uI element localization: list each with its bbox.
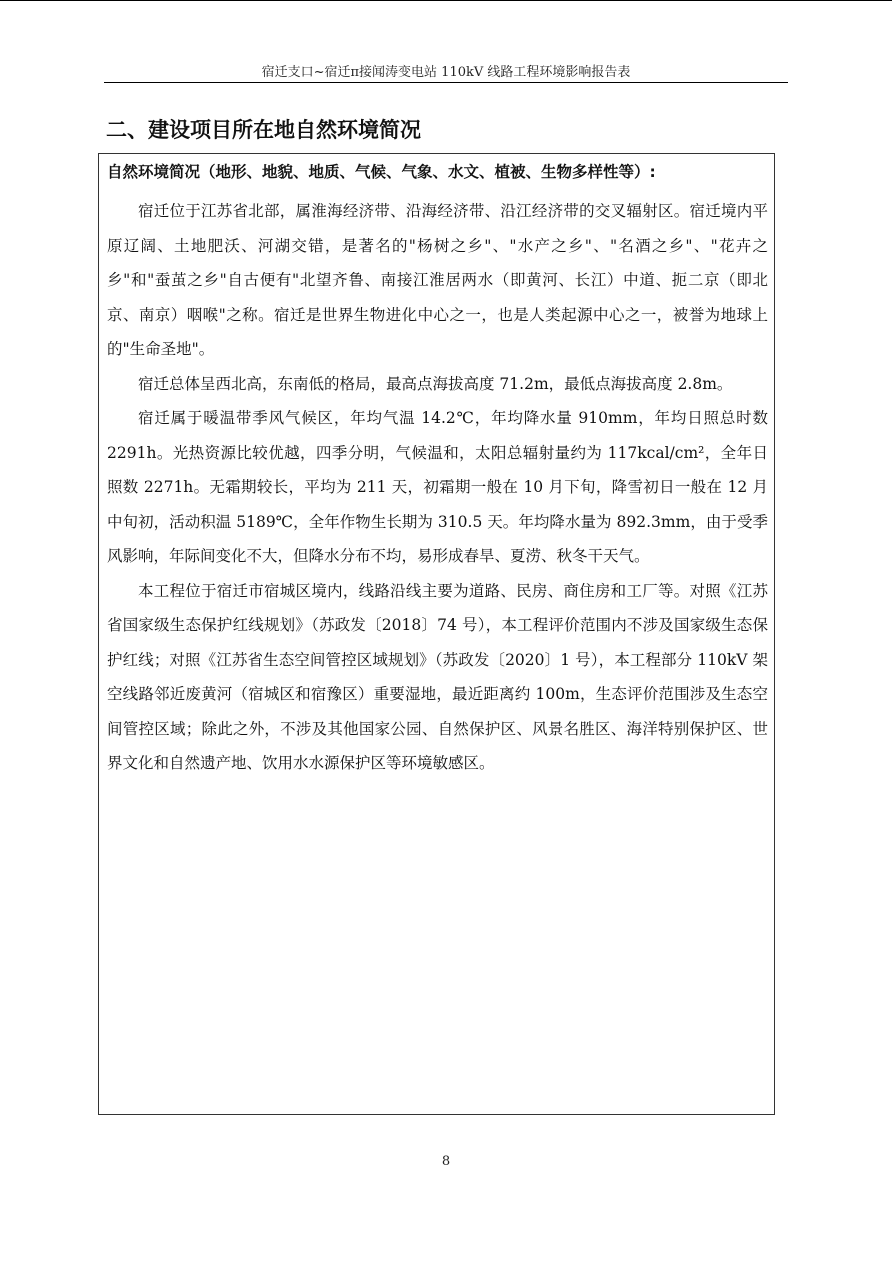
paragraph-project-location: 本工程位于宿迁市宿城区境内，线路沿线主要为道路、民房、商住房和工厂等。对照《江苏省国家级生态保护红线规划》（苏政发〔2018〕74 号），本工程评价范围内不涉及国家级生态保护红线；对照《江苏省生态空间管控区域规划》（苏政发〔2020〕1 号），本工程部分 110kV 架空线路邻近废黄河（宿城区和宿豫区）重要湿地，最近距离约 100m，生态评价范围涉及生态空间管控区域；除此之外，不涉及其他国家公园、自然保护区、风景名胜区、海洋特别保护区、世界文化和自然遗产地、饮用水水源保护区等环境敏感区。 <box>107 581 768 772</box>
paragraph-location: 宿迁位于江苏省北部，属淮海经济带、沿海经济带、沿江经济带的交叉辐射区。宿迁境内平原辽阔、土地肥沃、河湖交错，是著名的"杨树之乡"、"水产之乡"、"名酒之乡"、"花卉之乡"和"蚕茧之乡"自古便有"北望齐鲁、南接江淮居两水（即黄河、长江）中道、扼二京（即北京、南京）咽喉"之称。宿迁是世界生物进化中心之一，也是人类起源中心之一，被誉为地球上的"生命圣地"。 <box>107 202 768 358</box>
natural-environment-box <box>98 153 775 1115</box>
paragraph-climate: 宿迁属于暖温带季风气候区，年均气温 14.2℃，年均降水量 910mm，年均日照总时数 2291h。光热资源比较优越，四季分明，气候温和，太阳总辐射量约为 117kcal/cm²，全年日照数 2271h。无霜期较长，平均为 211 天，初霜期一般在 10 月下旬，降雪初日一般在 12 月中旬初，活动积温 5189℃，全年作物生长期为 310.5 天。年均降水量为 892.3mm，由于受季风影响，年际间变化不大，但降水分布不均，易形成春旱、夏涝、秋冬干天气。 <box>107 409 768 565</box>
page-number: 8 <box>441 1154 451 1169</box>
page-top-border <box>0 0 892 1</box>
header-rule <box>104 82 788 83</box>
box-heading: 自然环境简况（地形、地貌、地质、气候、气象、水文、植被、生物多样性等）: <box>107 163 656 181</box>
box-body <box>107 194 768 781</box>
paragraph-terrain: 宿迁总体呈西北高，东南低的格局，最高点海拔高度 71.2m，最低点海拔高度 2.8m。 <box>138 374 733 393</box>
section-title: 二、建设项目所在地自然环境简况 <box>106 118 421 142</box>
document-header: 宿迁支口~宿迁π接闻涛变电站 110kV 线路工程环境影响报告表 <box>261 65 631 80</box>
